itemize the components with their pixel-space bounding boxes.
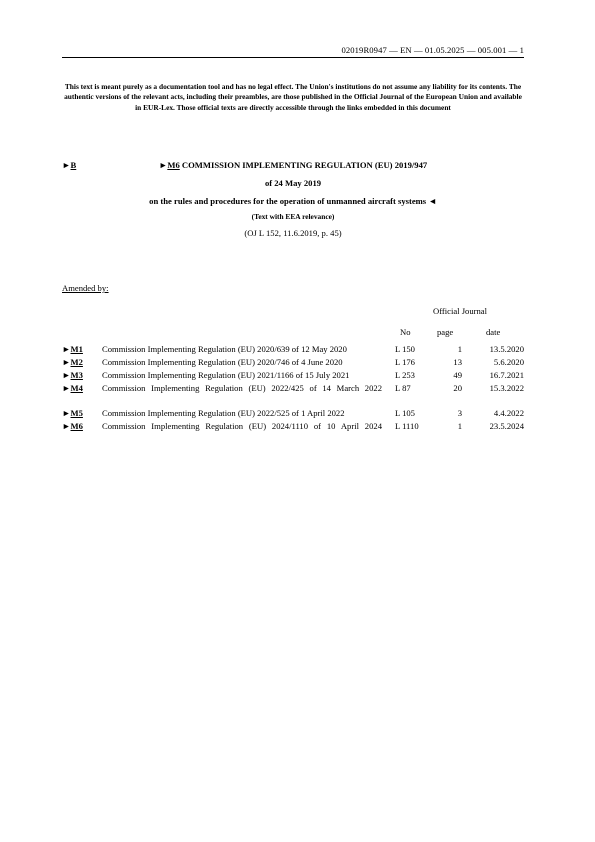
column-header-date: date [486, 327, 501, 337]
title-close-arrow-icon: ◄ [428, 196, 437, 206]
title-line-2: of 24 May 2019 [264, 178, 322, 188]
amendment-link[interactable]: M6 [70, 421, 83, 431]
base-marker [62, 160, 76, 170]
amendment-description: Commission Implementing Regulation (EU) 2022/525 of 1 April 2022 [102, 408, 345, 418]
oj-number: L 176 [395, 357, 415, 367]
oj-date: 15.3.2022 [489, 383, 524, 393]
oj-number: L 1110 [395, 421, 419, 431]
oj-number: L 105 [395, 408, 415, 418]
oj-date: 5.6.2020 [493, 357, 524, 367]
amendment-description: Commission Implementing Regulation (EU) 2020/746 of 4 June 2020 [102, 357, 343, 367]
amendment-marker [62, 370, 83, 380]
oj-page: 3 [457, 408, 462, 418]
amendment-marker [62, 344, 83, 354]
amendment-link[interactable]: M1 [70, 344, 83, 354]
oj-date: 23.5.2024 [489, 421, 524, 431]
amendment-link[interactable]: M2 [70, 357, 83, 367]
amendment-link[interactable]: M4 [70, 383, 83, 393]
oj-number: L 150 [395, 344, 415, 354]
regulation-title [100, 160, 486, 170]
amendment-description: Commission Implementing Regulation (EU) 2022/425 of 14 March 2022 [102, 383, 382, 393]
arrow-icon: ► [62, 408, 71, 418]
arrow-icon: ► [62, 421, 71, 431]
arrow-icon: ► [62, 383, 71, 393]
base-marker-link[interactable]: B [70, 160, 77, 170]
title-line-3-wrapper [100, 196, 486, 206]
disclaimer-text: This text is meant purely as a documentation tool and has no legal effect. The Union's institutions do not assume any liability for its contents. The authentic versions of the relevant acts, including their preambles, are those published in the Official Journal of the European Union and available in EUR-Lex. Those official texts are directly accessible through the links embedded in this document [64, 82, 522, 112]
arrow-icon: ► [62, 370, 71, 380]
amended-by-label: Amended by: [62, 283, 109, 293]
amendment-description: Commission Implementing Regulation (EU) 2021/1166 of 15 July 2021 [102, 370, 350, 380]
document-reference: 02019R0947 — EN — 01.05.2025 — 005.001 — 1 [341, 45, 524, 55]
arrow-icon: ► [62, 357, 71, 367]
amendment-link[interactable]: M5 [70, 408, 83, 418]
oj-date: 13.5.2020 [489, 344, 524, 354]
title-open-arrow-icon: ► [158, 160, 168, 170]
oj-page: 1 [457, 344, 462, 354]
oj-date: 16.7.2021 [489, 370, 524, 380]
amendment-marker [62, 357, 83, 367]
amendment-description: Commission Implementing Regulation (EU) 2024/1110 of 10 April 2024 [102, 421, 382, 431]
title-line-3: on the rules and procedures for the operation of unmanned aircraft systems [149, 196, 427, 206]
column-header-page: page [437, 327, 454, 337]
amendment-marker [62, 421, 83, 431]
amendment-marker [62, 408, 83, 418]
amendment-description: Commission Implementing Regulation (EU) 2020/639 of 12 May 2020 [102, 344, 347, 354]
oj-number: L 87 [395, 383, 411, 393]
document-reference-header [62, 45, 524, 58]
eea-relevance: (Text with EEA relevance) [251, 212, 335, 221]
oj-page: 1 [457, 421, 462, 431]
oj-page: 13 [453, 357, 462, 367]
oj-date: 4.4.2022 [493, 408, 524, 418]
oj-page: 49 [453, 370, 462, 380]
column-header-no: No [400, 327, 411, 337]
oj-page: 20 [453, 383, 462, 393]
oj-reference: (OJ L 152, 11.6.2019, p. 45) [244, 228, 342, 238]
title-line-1: COMMISSION IMPLEMENTING REGULATION (EU) 2019/947 [181, 160, 428, 170]
oj-number: L 253 [395, 370, 415, 380]
base-marker-arrow-icon: ► [62, 160, 71, 170]
amendment-marker [62, 383, 83, 393]
amendment-link[interactable]: M3 [70, 370, 83, 380]
title-amendment-link-m6[interactable]: M6 [167, 160, 180, 170]
arrow-icon: ► [62, 344, 71, 354]
official-journal-header: Official Journal [432, 306, 487, 316]
